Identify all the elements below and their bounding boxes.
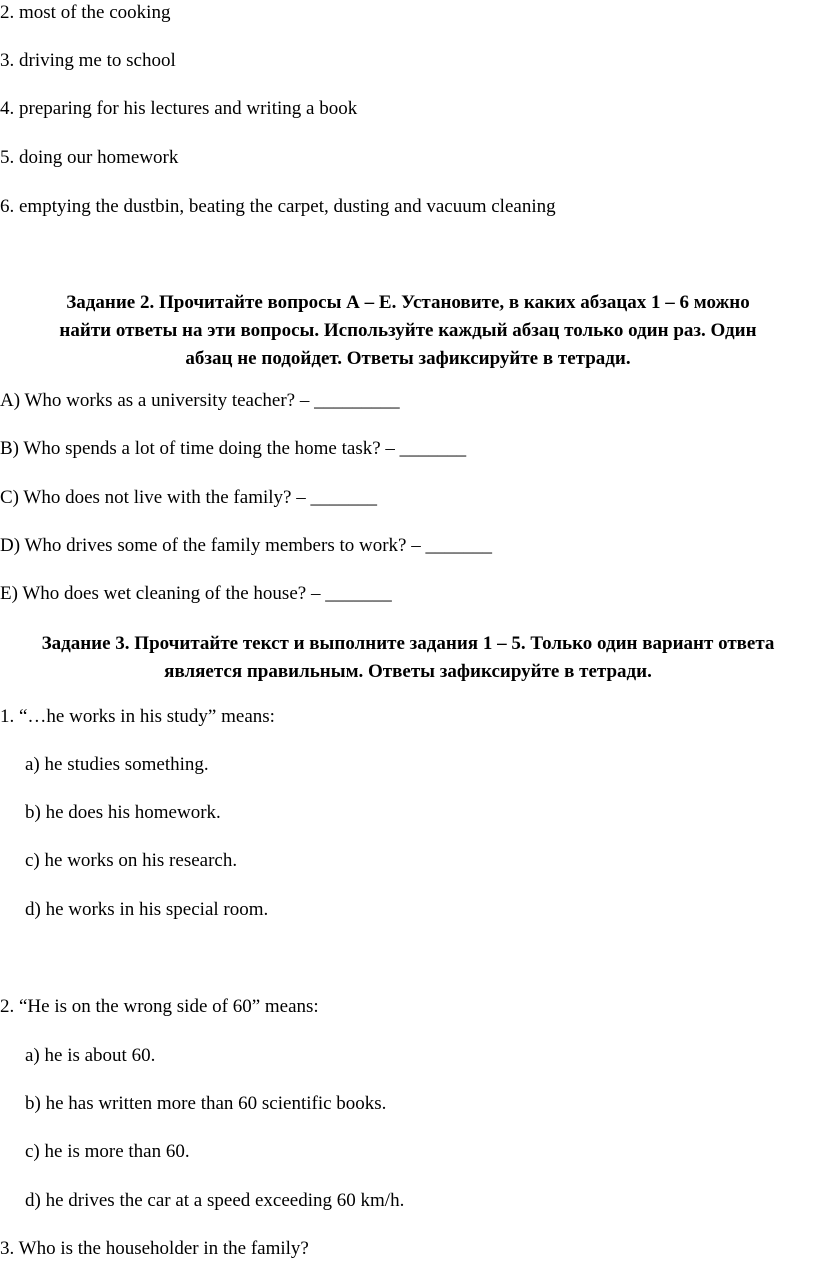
list-item: 4. preparing for his lectures and writing a book (0, 98, 358, 119)
answer-option: c) he is more than 60. (25, 1141, 190, 1162)
task2-question-c: C) Who does not live with the family? – _______ (0, 487, 377, 508)
list-item: 3. driving me to school (0, 50, 176, 71)
task2-question-d: D) Who drives some of the family members to work? – _______ (0, 535, 492, 556)
list-item: 2. most of the cooking (0, 2, 171, 23)
task2-heading-line: найти ответы на эти вопросы. Используйте каждый абзац только один раз. Один (59, 320, 757, 341)
task3-question-1: 1. “…he works in his study” means: (0, 706, 275, 727)
task3-heading-line: является правильным. Ответы зафиксируйте в тетради. (164, 661, 652, 682)
task3-heading-line: Задание 3. Прочитайте текст и выполните задания 1 – 5. Только один вариант ответа (41, 633, 775, 654)
answer-option: d) he drives the car at a speed exceeding 60 km/h. (25, 1190, 405, 1211)
answer-option: a) he is about 60. (25, 1045, 156, 1066)
task2-question-e: E) Who does wet cleaning of the house? – _______ (0, 583, 392, 604)
task2-question-a: A) Who works as a university teacher? – _________ (0, 390, 400, 411)
task2-question-b: B) Who spends a lot of time doing the home task? – _______ (0, 438, 467, 459)
answer-option: a) he studies something. (25, 754, 209, 775)
answer-option: b) he has written more than 60 scientific books. (25, 1093, 387, 1114)
task2-heading-line: Задание 2. Прочитайте вопросы А – Е. Установите, в каких абзацах 1 – 6 можно (66, 292, 750, 313)
answer-option: c) he works on his research. (25, 850, 238, 871)
task3-question-3: 3. Who is the householder in the family? (0, 1238, 309, 1259)
answer-option: d) he works in his special room. (25, 899, 269, 920)
task3-question-2: 2. “He is on the wrong side of 60” means: (0, 996, 319, 1017)
list-item: 6. emptying the dustbin, beating the carpet, dusting and vacuum cleaning (0, 196, 556, 217)
task2-heading-line: абзац не подойдет. Ответы зафиксируйте в тетради. (185, 348, 631, 369)
list-item: 5. doing our homework (0, 147, 179, 168)
answer-option: b) he does his homework. (25, 802, 221, 823)
task3-heading (0, 630, 816, 686)
task2-heading (0, 289, 816, 373)
